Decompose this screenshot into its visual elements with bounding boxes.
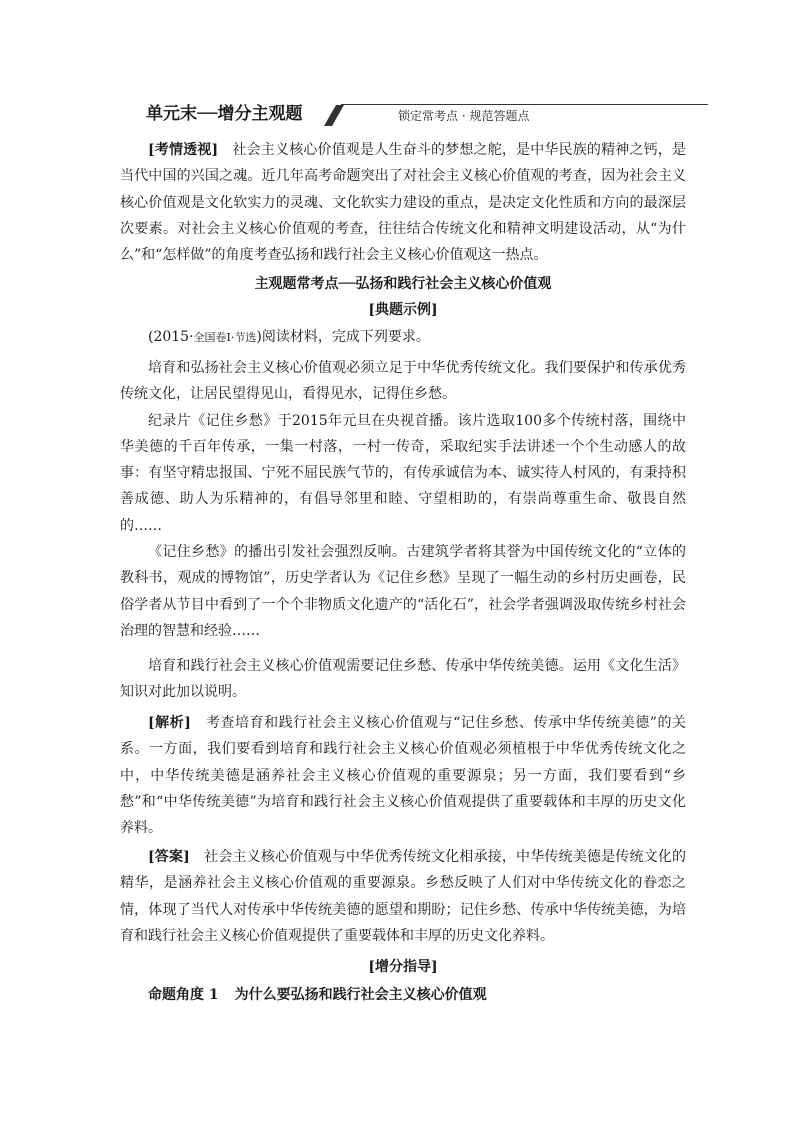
- exam-trend-section: [120, 137, 686, 268]
- unit-title: 单元末──增分主观题: [146, 104, 303, 124]
- exam-trend-paragraph: [120, 137, 686, 268]
- answer-section: [120, 844, 686, 949]
- guidance-heading: [增分指导]: [368, 959, 438, 975]
- source-exam: 全国卷Ⅰ·节选: [193, 331, 257, 344]
- analysis-tag: [解析]: [148, 715, 191, 731]
- angle-label: 命题角度 1: [148, 987, 219, 1003]
- proposition-angle: [120, 982, 686, 1008]
- header-slash-decoration: [322, 102, 346, 128]
- exam-trend-text: 社会主义核心价值观是人生奋斗的梦想之舵，是中华民族的精神之钙，是当代中国的兴国之魂。近几年高考命题突出了对社会主义核心价值观的考查，因为社会主义核心价值观是文化软实力的灵魂、文化软实力建设的重点，是决定文化性质和方向的最深层次要素。对社会主义核心价值观的考查，往往结合传统文化和精神文明建设活动，从“为什么”和“怎样做”的角度考查弘扬和践行社会主义核心价值观这一热点。: [120, 142, 687, 264]
- source-prefix: (2015·: [148, 329, 194, 345]
- question-text: 培育和践行社会主义核心价值观需要记住乡愁、传承中华传统美德。运用《文化生活》知识对此加以说明。: [120, 658, 686, 701]
- header-tagline: 锁定常考点 · 规范答题点: [398, 109, 530, 123]
- exam-trend-tag: [考情透视]: [148, 142, 219, 158]
- material-section: [120, 355, 686, 644]
- material-paragraph: 培育和弘扬社会主义核心价值观必须立足于中华优秀传统文化。我们要保护和传承优秀传统文化，让居民望得见山，看得见水，记得住乡愁。: [120, 360, 686, 403]
- page-header: [146, 101, 708, 127]
- header-rule: [341, 104, 708, 105]
- question-source: [120, 324, 686, 351]
- topic-heading: 主观题常考点──弘扬和践行社会主义核心价值观: [254, 276, 552, 292]
- angle-text: 为什么要弘扬和践行社会主义核心价值观: [234, 987, 487, 1003]
- analysis-section: [120, 710, 686, 841]
- answer-tag: [答案]: [148, 849, 190, 865]
- example-heading: [典题示例]: [368, 302, 438, 318]
- answer-text: 社会主义核心价值观与中华优秀传统文化相承接，中华传统美德是传统文化的精华，是涵养社会主义核心价值观的重要源泉。乡愁反映了人们对中华传统文化的眷恋之情，体现了当代人对传承中华传统美德的愿望和期盼；记住乡愁、传承中华传统美德，为培育和践行社会主义核心价值观提供了重要载体和丰厚的历史文化养料。: [120, 849, 686, 944]
- source-suffix: )阅读材料，完成下列要求。: [256, 329, 430, 345]
- material-paragraph: 纪录片《记住乡愁》于2015年元旦在央视首播。该片选取100多个传统村落，围绕中华美德的千百年传承，一集一村落，一村一传奇，采取纪实手法讲述一个个生动感人的故事：有坚守精忠报国、宁死不屈民族气节的，有传承诚信为本、诚实待人村风的，有秉持积善成德、助人为乐精神的，有倡导邻里和睦、守望相助的，有崇尚尊重生命、敬畏自然的……: [120, 412, 686, 534]
- question-section: [120, 653, 686, 706]
- analysis-text: 考查培育和践行社会主义核心价值观与“记住乡愁、传承中华传统美德”的关系。一方面，我们要看到培育和践行社会主义核心价值观必须植根于中华优秀传统文化之中，中华传统美德是涵养社会主义核心价值观的重要源泉；另一方面，我们要看到“乡愁”和“中华传统美德”为培育和践行社会主义核心价值观提供了重要载体和丰厚的历史文化养料。: [120, 715, 687, 837]
- material-paragraph: 《记住乡愁》的播出引发社会强烈反响。古建筑学者将其誉为中国传统文化的“立体的教科书，观成的博物馆”，历史学者认为《记住乡愁》呈现了一幅生动的乡村历史画卷，民俗学者从节目中看到了一个个非物质文化遗产的“活化石”，社会学者强调汲取传统乡村社会治理的智慧和经验……: [120, 544, 686, 639]
